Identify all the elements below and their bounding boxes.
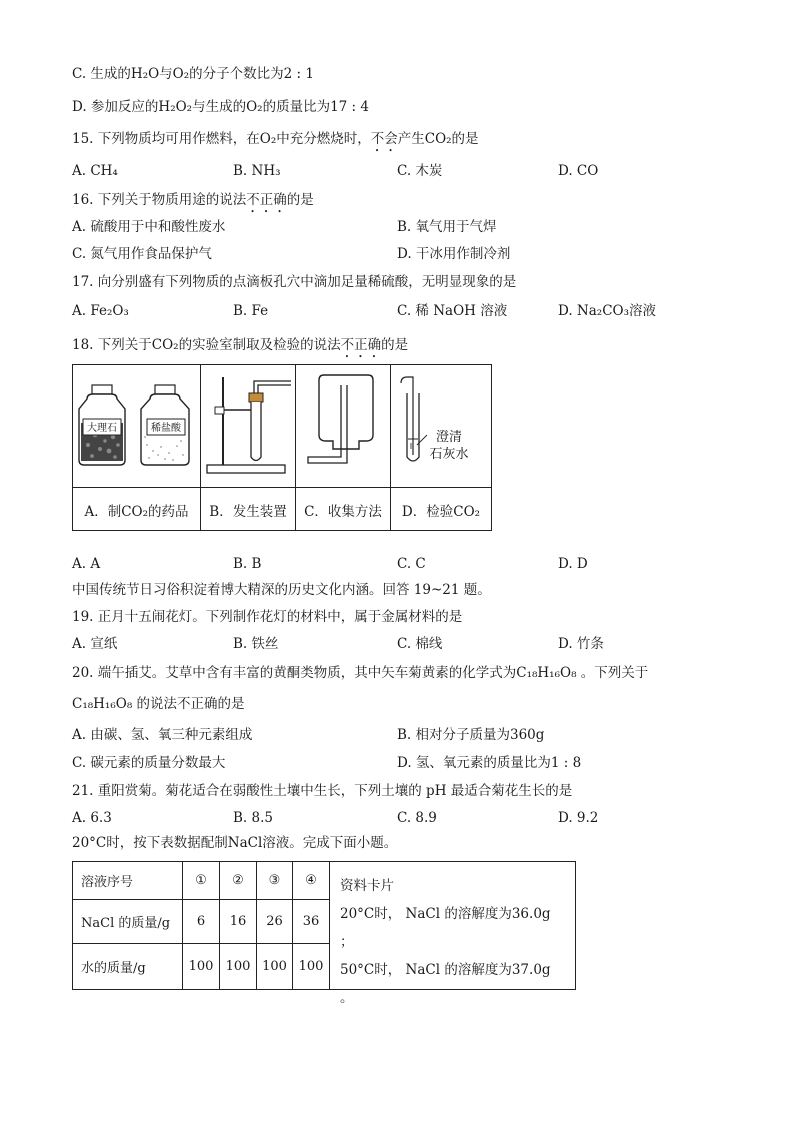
bottle-label-marble: 大理石 — [87, 423, 117, 434]
q16-stem-emphasis: 不正确 — [246, 192, 287, 208]
figure-cell-generator — [201, 365, 296, 530]
table-header-cell: ① — [183, 862, 220, 900]
reagent-bottles-illustration — [73, 365, 201, 487]
q19-option-d: D. 竹条 — [558, 636, 604, 652]
figure-cell-reagents — [73, 365, 201, 530]
collection-bottle-illustration — [296, 365, 391, 487]
q15-stem — [72, 129, 479, 155]
q21-stem: 21. 重阳赏菊。菊花适合在弱酸性土壤中生长，下列土壤的 pH 最适合菊花生长的是 — [72, 783, 573, 799]
q16-option-d: D. 干冰用作制冷剂 — [397, 246, 511, 262]
table-header-cell: ④ — [293, 862, 330, 900]
table-cell: 100 — [293, 944, 330, 989]
q15-stem-part1: 15. 下列物质均可用作燃料，在O₂中充分燃烧时， — [72, 131, 371, 147]
q15-option-a: A. CH₄ — [72, 163, 118, 179]
q17-option-b: B. Fe — [233, 303, 269, 319]
table-cell: 26 — [257, 900, 293, 944]
q19-option-b: B. 铁丝 — [233, 636, 279, 652]
caption-reagents: A．制CO₂的药品 — [73, 487, 200, 531]
q18-option-d: D. D — [558, 556, 588, 572]
q20-stem-line1: 20. 端午插艾。艾草中含有丰富的黄酮类物质，其中矢车菊黄素的化学式为C₁₈H₁₆O₈ 。下列关于 — [72, 665, 649, 681]
q18-stem-part1: 18. 下列关于CO₂的实验室制取及检验的说法 — [72, 337, 341, 353]
q16-option-b: B. 氧气用于气焊 — [397, 219, 497, 235]
table-cell: 6 — [183, 900, 220, 944]
limewater-test-illustration — [391, 365, 491, 487]
q17-option-d: D. Na₂CO₃溶液 — [558, 303, 657, 319]
bottle-label-hcl: 稀盐酸 — [151, 423, 181, 434]
nacl-table — [72, 861, 576, 1006]
q17-option-a: A. Fe₂O₃ — [72, 303, 129, 319]
q16-option-a: A. 硫酸用于中和酸性废水 — [72, 219, 226, 235]
nacl-intro: 20°C时，按下表数据配制NaCl溶液。完成下面小题。 — [72, 835, 398, 851]
q20-option-b: B. 相对分子质量为360g — [397, 727, 545, 743]
table-header-cell: 溶液序号 — [73, 862, 183, 900]
q21-option-a: A. 6.3 — [72, 810, 112, 826]
q15-option-d: D. CO — [558, 163, 599, 179]
table-header-cell: ③ — [257, 862, 293, 900]
q20-option-a: A. 由碳、氢、氧三种元素组成 — [72, 727, 253, 743]
q21-option-b: B. 8.5 — [233, 810, 273, 826]
section-intro-19-21: 中国传统节日习俗积淀着博大精深的历史文化内涵。回答 19~21 题。 — [72, 582, 491, 598]
q21-option-d: D. 9.2 — [558, 810, 599, 826]
q14-option-c: C. 生成的H₂O与O₂的分子个数比为2 : 1 — [72, 66, 314, 82]
q16-stem-part1: 16. 下列关于物质用途的说法 — [72, 192, 247, 208]
q18-figure-table — [72, 364, 492, 531]
data-card-line2: 50°C时， NaCl 的溶解度为37.0g 。 — [340, 962, 551, 1006]
q20-option-c: C. 碳元素的质量分数最大 — [72, 755, 226, 771]
q18-option-c: C. C — [397, 556, 426, 572]
q16-option-c: C. 氮气用作食品保护气 — [72, 246, 212, 262]
q18-option-a: A. A — [72, 556, 101, 572]
q18-option-b: B. B — [233, 556, 262, 572]
q15-stem-part2: 产生CO₂的是 — [397, 131, 479, 147]
q14-option-d: D. 参加反应的H₂O₂与生成的O₂的质量比为17 : 4 — [72, 99, 369, 115]
table-row-label: NaCl 的质量/g — [73, 900, 183, 944]
q19-option-a: A. 宣纸 — [72, 636, 118, 652]
q15-stem-emphasis: 不会 — [370, 131, 398, 147]
data-card-title: 资料卡片 — [340, 878, 394, 894]
q16-stem-part2: 的是 — [286, 192, 314, 208]
figure-cell-test — [391, 365, 491, 530]
q21-option-c: C. 8.9 — [397, 810, 437, 826]
caption-collection: C．收集方法 — [296, 487, 390, 531]
limewater-label-line1: 澄清 — [435, 430, 463, 445]
q20-option-d: D. 氢、氧元素的质量比为1 : 8 — [397, 755, 582, 771]
table-cell: 100 — [257, 944, 293, 989]
table-row-label: 水的质量/g — [73, 944, 183, 989]
q17-stem: 17. 向分别盛有下列物质的点滴板孔穴中滴加足量稀硫酸，无明显现象的是 — [72, 274, 517, 290]
generation-apparatus-illustration — [201, 365, 296, 487]
q15-option-b: B. NH₃ — [233, 163, 281, 179]
q18-stem-emphasis: 不正确 — [340, 337, 382, 353]
q18-stem — [72, 335, 408, 361]
data-card-line1: 20°C时， NaCl 的溶解度为36.0g ； — [340, 906, 551, 950]
q15-option-c: C. 木炭 — [397, 163, 443, 179]
q20-stem-line2: C₁₈H₁₆O₈ 的说法不正确的是 — [72, 696, 245, 712]
q18-stem-part2: 的是 — [381, 337, 409, 353]
table-cell: 16 — [220, 900, 257, 944]
data-card — [330, 862, 575, 1006]
table-header-cell: ② — [220, 862, 257, 900]
caption-test: D．检验CO₂ — [391, 487, 491, 531]
q17-option-c: C. 稀 NaOH 溶液 — [397, 303, 508, 319]
table-cell: 100 — [183, 944, 220, 989]
limewater-label-line2: 石灰水 — [429, 447, 469, 462]
q19-stem: 19. 正月十五闹花灯。下列制作花灯的材料中，属于金属材料的是 — [72, 609, 463, 625]
q16-stem — [72, 190, 314, 216]
table-cell: 100 — [220, 944, 257, 989]
caption-generator: B．发生装置 — [201, 487, 295, 531]
table-cell: 36 — [293, 900, 330, 944]
figure-cell-collection — [296, 365, 391, 530]
q19-option-c: C. 棉线 — [397, 636, 443, 652]
